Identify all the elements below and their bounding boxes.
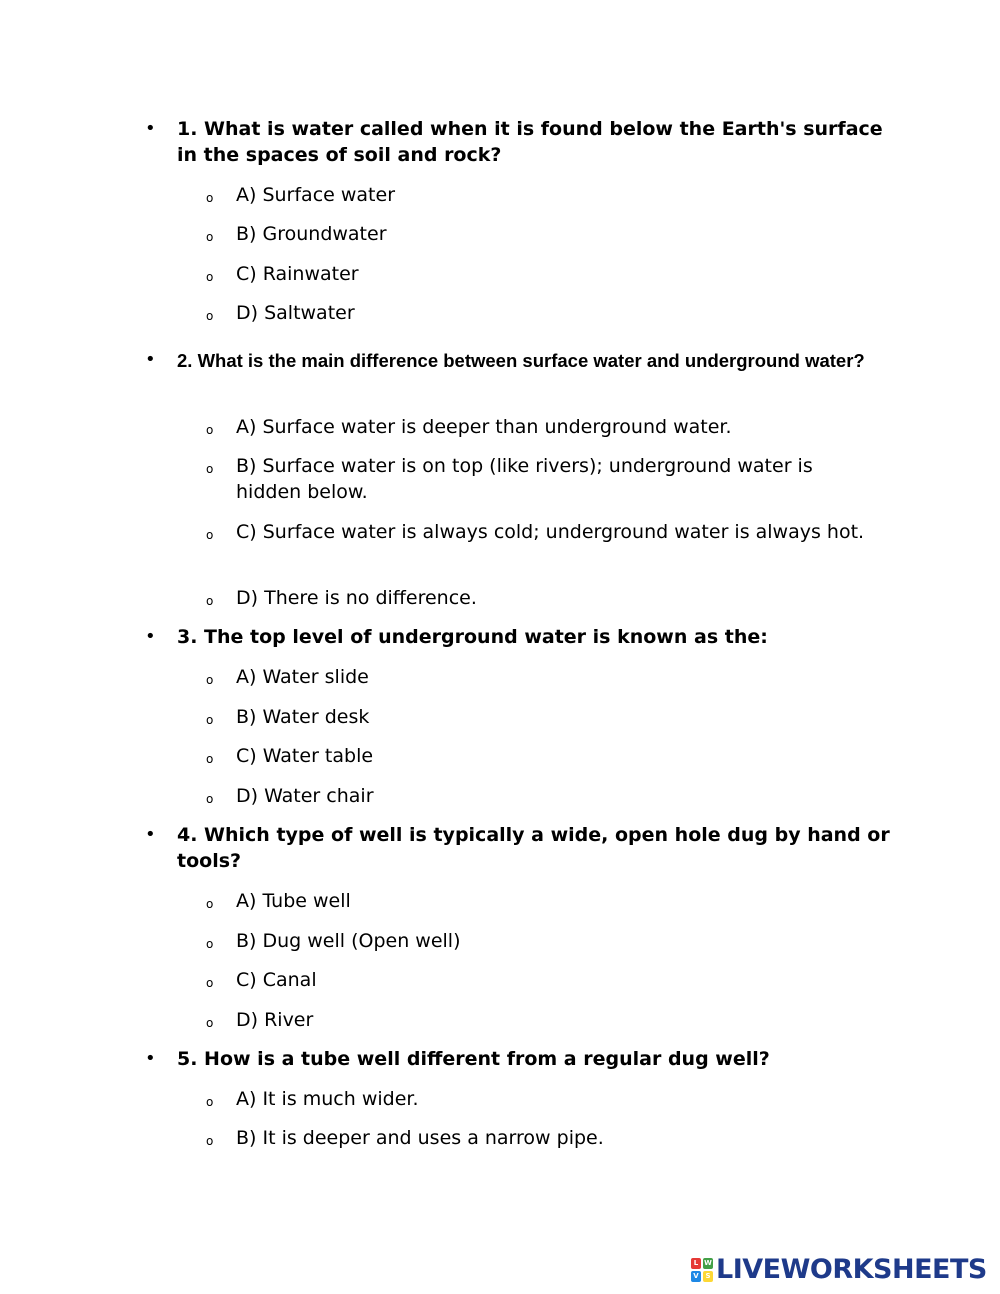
liveworksheets-logo[interactable] [691, 1255, 987, 1285]
option-text: C) Canal [236, 969, 317, 991]
question-bullet: • [145, 118, 156, 139]
logo-text: LIVEWORKSHEETS [716, 1254, 987, 1285]
option-bullet: o [206, 191, 214, 205]
option-text: B) Water desk [236, 706, 370, 728]
logo-mark-icon [691, 1258, 713, 1282]
option-text: D) River [236, 1009, 314, 1031]
option-bullet: o [206, 937, 214, 951]
option-text: B) Surface water is on top (like rivers); underground water is hidden below. [236, 455, 813, 503]
option-text: C) Surface water is always cold; underground water is always hot. [236, 521, 865, 543]
logo-mark-tile: V [691, 1271, 701, 1282]
option-text: A) It is much wider. [236, 1088, 419, 1110]
option-text: D) Water chair [236, 785, 374, 807]
option-text: A) Surface water [236, 184, 396, 206]
option-text: A) Water slide [236, 666, 369, 688]
question-bullet: • [145, 626, 156, 647]
question-bullet: • [145, 1048, 156, 1069]
option-text: B) Dug well (Open well) [236, 930, 461, 952]
option-bullet: o [206, 423, 214, 437]
option-bullet: o [206, 897, 214, 911]
question-text: 2. What is the main difference between surface water and underground water? [177, 350, 865, 371]
question-text: 4. Which type of well is typically a wide, open hole dug by hand or tools? [177, 824, 890, 872]
option-bullet: o [206, 594, 214, 608]
option-bullet: o [206, 528, 214, 542]
question-bullet: • [145, 824, 156, 845]
option-bullet: o [206, 462, 214, 476]
option-text: B) Groundwater [236, 223, 387, 245]
option-text: D) There is no difference. [236, 587, 477, 609]
option-bullet: o [206, 976, 214, 990]
option-text: C) Rainwater [236, 263, 359, 285]
question-text: 5. How is a tube well different from a regular dug well? [177, 1048, 770, 1070]
option-bullet: o [206, 1016, 214, 1030]
option-bullet: o [206, 230, 214, 244]
option-bullet: o [206, 792, 214, 806]
option-bullet: o [206, 713, 214, 727]
option-text: A) Surface water is deeper than underground water. [236, 416, 732, 438]
option-bullet: o [206, 1095, 214, 1109]
option-bullet: o [206, 752, 214, 766]
question-bullet: • [145, 349, 156, 370]
logo-mark-tile: L [691, 1258, 701, 1269]
option-bullet: o [206, 1134, 214, 1148]
option-bullet: o [206, 309, 214, 323]
option-text: C) Water table [236, 745, 374, 767]
question-text: 3. The top level of underground water is known as the: [177, 626, 768, 648]
option-text: D) Saltwater [236, 302, 355, 324]
option-bullet: o [206, 270, 214, 284]
logo-mark-tile: W [704, 1259, 712, 1267]
logo-mark-tile: S [703, 1271, 713, 1282]
option-text: B) It is deeper and uses a narrow pipe. [236, 1127, 604, 1149]
option-text: A) Tube well [236, 890, 351, 912]
question-text: 1. What is water called when it is found below the Earth's surface in the spaces of soil and rock? [177, 118, 883, 166]
option-bullet: o [206, 673, 214, 687]
